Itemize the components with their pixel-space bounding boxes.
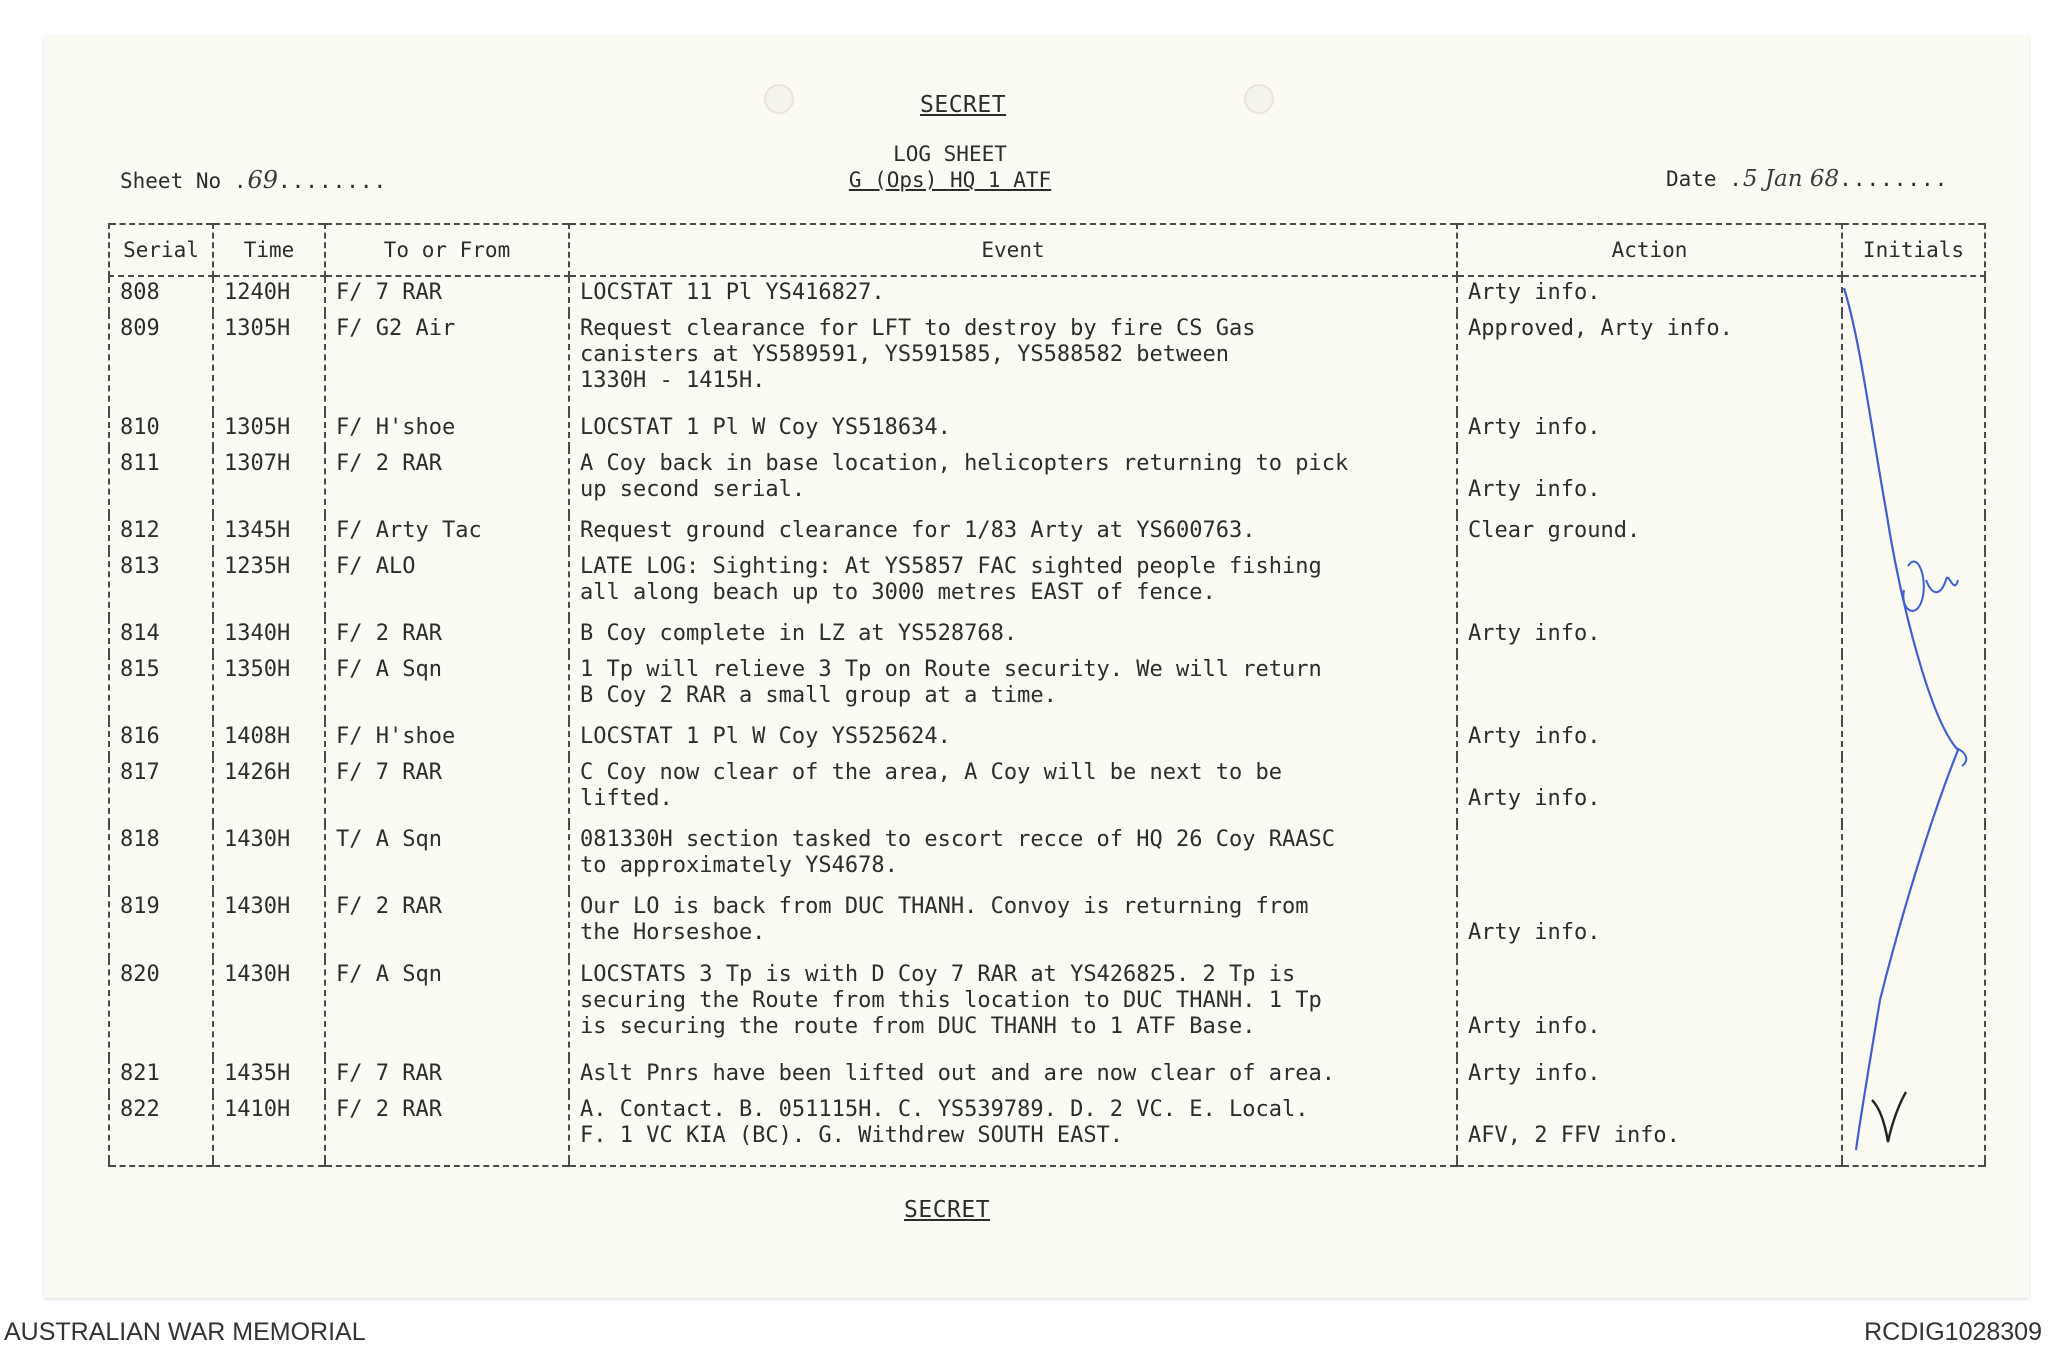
event-cell: 081330H section tasked to escort recce of HQ 26 Coy RAASC to approximately YS4678. (569, 824, 1457, 891)
to-from-cell: F/ ALO (325, 551, 569, 618)
action-cell (1457, 824, 1842, 891)
time-cell: 1430H (213, 824, 325, 891)
serial-cell: 809 (109, 313, 213, 412)
table-row (109, 551, 1985, 618)
table-row (109, 721, 1985, 757)
to-from-cell: F/ 2 RAR (325, 448, 569, 515)
table-row (109, 1094, 1985, 1161)
to-from-cell: F/ H'shoe (325, 412, 569, 448)
classification-bottom: SECRET (904, 1197, 991, 1223)
to-from-cell: F/ H'shoe (325, 721, 569, 757)
sheet-number (120, 166, 387, 194)
event-cell: C Coy now clear of the area, A Coy will be next to be lifted. (569, 757, 1457, 824)
time-cell: 1307H (213, 448, 325, 515)
classification-top: SECRET (920, 92, 1007, 118)
action-cell: Arty info. (1457, 891, 1842, 958)
table-row (109, 654, 1985, 721)
serial-cell: 808 (109, 276, 213, 313)
action-cell (1457, 654, 1842, 721)
time-cell: 1305H (213, 313, 325, 412)
time-cell: 1430H (213, 959, 325, 1058)
credit-right: RCDIG1028309 (1864, 1318, 2042, 1346)
event-cell: LOCSTAT 1 Pl W Coy YS525624. (569, 721, 1457, 757)
serial-cell: 818 (109, 824, 213, 891)
serial-cell: 814 (109, 618, 213, 654)
event-cell: LATE LOG: Sighting: At YS5857 FAC sighted people fishing all along beach up to 3000 metres EAST of fence. (569, 551, 1457, 618)
action-cell: Arty info. (1457, 757, 1842, 824)
log-table (108, 223, 1986, 1167)
credit-left: AUSTRALIAN WAR MEMORIAL (4, 1318, 366, 1346)
serial-cell: 812 (109, 515, 213, 551)
table-row (109, 1058, 1985, 1094)
table-row (109, 515, 1985, 551)
filler-cell (109, 1161, 213, 1166)
column-header-serial: Serial (109, 224, 213, 276)
time-cell: 1430H (213, 891, 325, 958)
column-header-to-or-from: To or From (325, 224, 569, 276)
punch-hole-left (764, 84, 794, 114)
to-from-cell: F/ A Sqn (325, 654, 569, 721)
date-field (1666, 166, 1948, 192)
serial-cell: 820 (109, 959, 213, 1058)
action-cell: Approved, Arty info. (1457, 313, 1842, 412)
action-cell: Arty info. (1457, 618, 1842, 654)
serial-cell: 811 (109, 448, 213, 515)
action-cell: Arty info. (1457, 721, 1842, 757)
table-row (109, 618, 1985, 654)
table-row (109, 412, 1985, 448)
event-cell: LOCSTATS 3 Tp is with D Coy 7 RAR at YS426825. 2 Tp is securing the Route from this location to DUC THANH. 1 Tp is securing the route from DUC THANH to 1 ATF Base. (569, 959, 1457, 1058)
event-cell: 1 Tp will relieve 3 Tp on Route security. We will return B Coy 2 RAR a small group at a time. (569, 654, 1457, 721)
initials-signature (1903, 561, 1958, 610)
date-dots: ........ (1839, 167, 1949, 191)
to-from-cell: F/ G2 Air (325, 313, 569, 412)
table-row (109, 824, 1985, 891)
time-cell: 1350H (213, 654, 325, 721)
filler-cell (1457, 1161, 1842, 1166)
table-header-row (109, 224, 1985, 276)
to-from-cell: F/ 2 RAR (325, 618, 569, 654)
time-cell: 1240H (213, 276, 325, 313)
column-header-time: Time (213, 224, 325, 276)
event-cell: LOCSTAT 1 Pl W Coy YS518634. (569, 412, 1457, 448)
punch-hole-right (1244, 84, 1274, 114)
filler-cell (325, 1161, 569, 1166)
event-cell: Aslt Pnrs have been lifted out and are now clear of area. (569, 1058, 1457, 1094)
date-dots-left: . (1729, 167, 1743, 191)
event-cell: B Coy complete in LZ at YS528768. (569, 618, 1457, 654)
to-from-cell: F/ 7 RAR (325, 276, 569, 313)
filler-cell (569, 1161, 1457, 1166)
sheet-no-dots: ........ (278, 169, 388, 193)
serial-cell: 821 (109, 1058, 213, 1094)
table-filler-row (109, 1161, 1985, 1166)
sheet-no-label: Sheet No (120, 169, 222, 193)
serial-cell: 813 (109, 551, 213, 618)
event-cell: Our LO is back from DUC THANH. Convoy is returning from the Horseshoe. (569, 891, 1457, 958)
handwritten-initials (1830, 280, 1990, 1160)
filler-cell (213, 1161, 325, 1166)
time-cell: 1435H (213, 1058, 325, 1094)
time-cell: 1426H (213, 757, 325, 824)
action-cell: AFV, 2 FFV info. (1457, 1094, 1842, 1161)
date-label: Date (1666, 167, 1717, 191)
column-header-initials: Initials (1842, 224, 1985, 276)
serial-cell: 815 (109, 654, 213, 721)
table-row (109, 313, 1985, 412)
action-cell: Clear ground. (1457, 515, 1842, 551)
column-header-action: Action (1457, 224, 1842, 276)
sheet-no-dots-left: . (233, 169, 248, 193)
action-cell: Arty info. (1457, 959, 1842, 1058)
action-cell: Arty info. (1457, 412, 1842, 448)
event-cell: A. Contact. B. 051115H. C. YS539789. D. 2 VC. E. Local. F. 1 VC KIA (BC). G. Withdrew SOUTH EAST. (569, 1094, 1457, 1161)
initials-bracket-line (1844, 288, 1958, 1150)
event-cell: A Coy back in base location, helicopters returning to pick up second serial. (569, 448, 1457, 515)
serial-cell: 819 (109, 891, 213, 958)
to-from-cell: F/ 2 RAR (325, 891, 569, 958)
action-cell: Arty info. (1457, 276, 1842, 313)
time-cell: 1340H (213, 618, 325, 654)
table-row (109, 959, 1985, 1058)
event-cell: Request ground clearance for 1/83 Arty at YS600763. (569, 515, 1457, 551)
event-cell: Request clearance for LFT to destroy by fire CS Gas canisters at YS589591, YS591585, YS588582 between 1330H - 1415H. (569, 313, 1457, 412)
to-from-cell: F/ 7 RAR (325, 757, 569, 824)
action-cell (1457, 551, 1842, 618)
serial-cell: 822 (109, 1094, 213, 1161)
date-value: 5 Jan 68 (1742, 166, 1840, 192)
serial-cell: 817 (109, 757, 213, 824)
filler-cell (1842, 1161, 1985, 1166)
serial-cell: 810 (109, 412, 213, 448)
table-row (109, 276, 1985, 313)
tick-mark (1872, 1092, 1906, 1142)
time-cell: 1410H (213, 1094, 325, 1161)
event-cell: LOCSTAT 11 Pl YS416827. (569, 276, 1457, 313)
log-sheet-title: LOG SHEET (893, 142, 1007, 166)
sheet-no-value: 69 (247, 166, 279, 194)
serial-cell: 816 (109, 721, 213, 757)
table-row (109, 891, 1985, 958)
table-row (109, 757, 1985, 824)
table-row (109, 448, 1985, 515)
to-from-cell: F/ 7 RAR (325, 1058, 569, 1094)
to-from-cell: T/ A Sqn (325, 824, 569, 891)
action-cell: Arty info. (1457, 1058, 1842, 1094)
time-cell: 1235H (213, 551, 325, 618)
time-cell: 1305H (213, 412, 325, 448)
to-from-cell: F/ Arty Tac (325, 515, 569, 551)
to-from-cell: F/ A Sqn (325, 959, 569, 1058)
action-cell: Arty info. (1457, 448, 1842, 515)
to-from-cell: F/ 2 RAR (325, 1094, 569, 1161)
column-header-event: Event (569, 224, 1457, 276)
unit-title: G (Ops) HQ 1 ATF (848, 168, 1052, 192)
log-table-body (109, 276, 1985, 1166)
time-cell: 1345H (213, 515, 325, 551)
time-cell: 1408H (213, 721, 325, 757)
